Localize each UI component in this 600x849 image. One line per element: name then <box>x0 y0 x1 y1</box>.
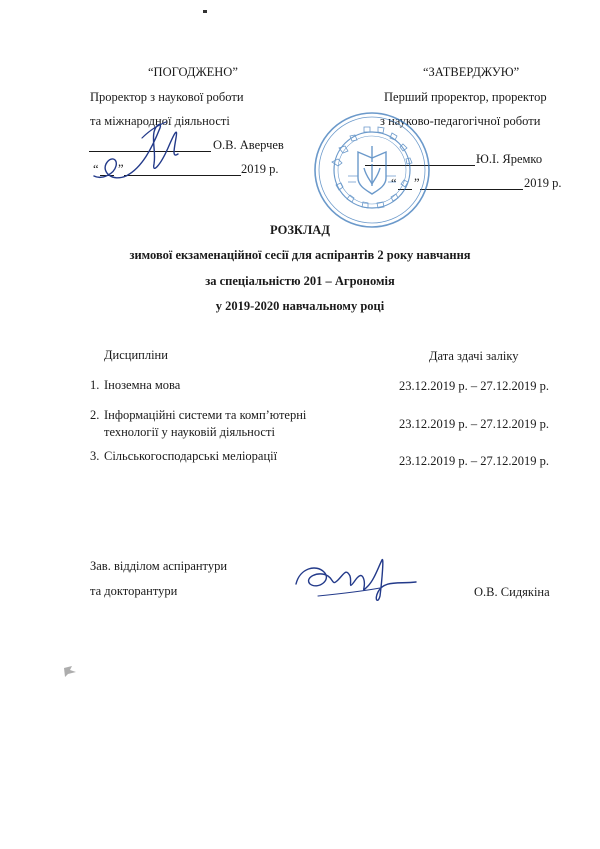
signature-sydiakina <box>288 550 428 610</box>
row-date: 23.12.2019 р. – 27.12.2019 р. <box>399 379 549 393</box>
document-subtitle-line2: за спеціальністю 201 – Агрономія <box>205 274 395 288</box>
date-year: 2019 р. <box>241 162 279 176</box>
scan-mark <box>203 10 207 13</box>
row-number: 2. <box>90 408 100 422</box>
approval-right-heading: “ЗАТВЕРДЖУЮ” <box>423 65 520 79</box>
approval-left-heading: “ПОГОДЖЕНО” <box>148 65 238 79</box>
date-close-quote: ” <box>118 162 124 176</box>
date-year: 2019 р. <box>524 176 562 190</box>
date-close-quote: ” <box>414 176 420 190</box>
row-discipline: Іноземна мова <box>104 378 181 392</box>
approval-right-signer: Ю.І. Яремко <box>476 152 543 166</box>
row-discipline: Сільськогосподарські меліорації <box>104 449 278 463</box>
date-open-quote: “ <box>391 176 397 190</box>
row-number: 1. <box>90 378 100 392</box>
approval-left-signer: О.В. Аверчев <box>213 138 284 152</box>
university-seal-stamp <box>312 110 432 230</box>
approval-right-position-line2: з науково-педагогічної роботи <box>380 114 541 128</box>
document-title: РОЗКЛАД <box>270 223 330 237</box>
approval-left-position-line2: та міжнародної діяльності <box>90 114 230 128</box>
approval-right-position-line1: Перший проректор, проректор <box>384 90 547 104</box>
row-date: 23.12.2019 р. – 27.12.2019 р. <box>399 454 549 468</box>
column-header-discipline: Дисципліни <box>104 348 168 362</box>
document-subtitle-line1: зимової екзаменаційної сесії для аспірантів 2 року навчання <box>129 248 471 262</box>
scan-mark <box>62 664 78 678</box>
approval-left-position-line1: Проректор з наукової роботи <box>90 90 244 104</box>
month-blank <box>420 189 523 190</box>
row-discipline-cont: технології у науковій діяльності <box>104 425 275 439</box>
footer-signer: О.В. Сидякіна <box>474 585 550 599</box>
row-discipline: Інформаційні системи та комп’ютерні <box>104 408 307 422</box>
row-date: 23.12.2019 р. – 27.12.2019 р. <box>399 417 549 431</box>
footer-position-line2: та докторантури <box>90 584 178 598</box>
signature-averchev <box>82 108 202 188</box>
column-header-date: Дата здачі заліку <box>429 349 519 363</box>
footer-position-line1: Зав. відділом аспірантури <box>90 559 228 573</box>
row-number: 3. <box>90 449 100 463</box>
document-subtitle-line3: у 2019-2020 навчальному році <box>215 299 385 313</box>
date-open-quote: “ <box>93 162 99 176</box>
